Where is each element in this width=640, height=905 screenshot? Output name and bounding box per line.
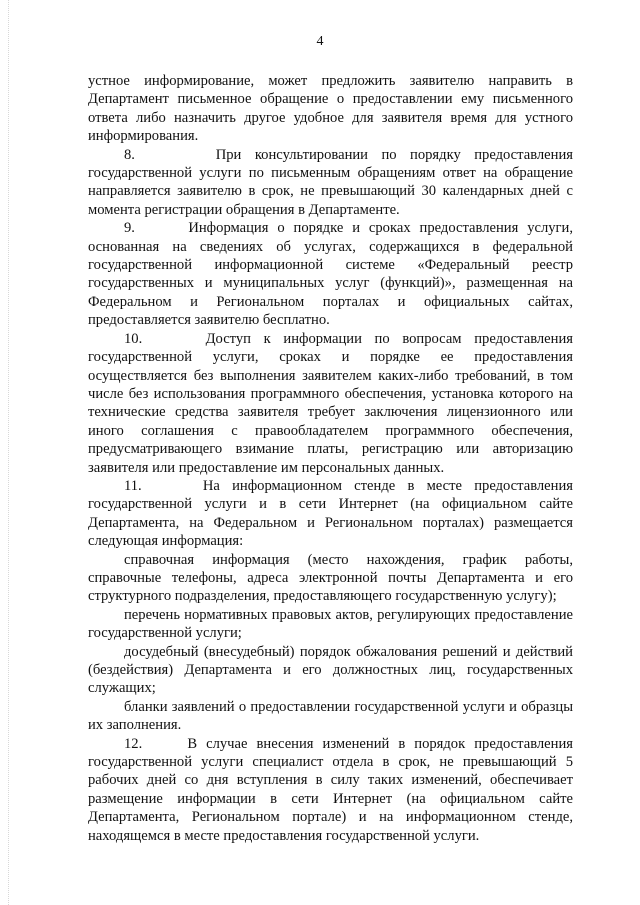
page-number: 4 <box>316 34 324 49</box>
document-body <box>88 72 573 845</box>
paragraph-appeal-procedure: досудебный (внесудебный) порядок обжалования решений и действий (бездействия) Департамента и его должностных лиц, государственных служащих; <box>88 643 573 697</box>
scan-margin-artifact <box>8 0 11 905</box>
paragraph-item-9: 9. Информация о порядке и сроках предоставления услуги, основанная на сведениях об услугах, содержащихся в федеральной государственной информационной системе «Федеральный реестр государственных и муниципальных услуг (функций)», размещенная на Федеральном и Региональном порталах и официальных сайтах, предоставляется заявителю бесплатно. <box>88 220 573 329</box>
paragraph-item-12: 12. В случае внесения изменений в порядок предоставления государственной услуги специалист отдела в срок, не превышающий 5 рабочих дней со дня вступления в силу таких изменений, обеспечивает размещение информации в сети Интернет (на официальном сайте Департамента, Региональном портале) и на информационном стенде, находящемся в месте предоставления государственной услуги. <box>88 735 573 844</box>
paragraph-item-10: 10. Доступ к информации по вопросам предоставления государственной услуги, сроках и порядке ее предоставления осуществляется без выполнения заявителем каких-либо требований, в том числе без использования программного обеспечения, установка которого на технические средства заявителя требует заключения лицензионного или иного соглашения с правообладателем программного обеспечения, предусматривающего взимание платы, регистрацию или авторизацию заявителя или предоставление им персональных данных. <box>88 330 573 476</box>
paragraph-legal-acts: перечень нормативных правовых актов, регулирующих предоставление государственной услуги; <box>88 606 573 642</box>
paragraph-item-11: 11. На информационном стенде в месте предоставления государственной услуги и в сети Интернет (на официальном сайте Департамента, на Федеральном и Региональном порталах) размещается следующая информация: <box>88 477 573 550</box>
paragraph-continuation: устное информирование, может предложить заявителю направить в Департамент письменное обращение о предоставлении ему письменного ответа либо назначить другое удобное для заявителя время для устного информирования. <box>88 73 573 145</box>
paragraph-application-forms: бланки заявлений о предоставлении государственной услуги и образцы их заполнения. <box>88 698 573 734</box>
paragraph-reference-info: справочная информация (место нахождения, график работы, справочные телефоны, адреса электронной почты Департамента и его структурного подразделения, предоставляющего государственную услугу); <box>88 551 573 605</box>
paragraph-item-8: 8. При консультировании по порядку предоставления государственной услуги по письменным обращениям ответ на обращение направляется заявителю в срок, не превышающий 30 календарных дней с момента регистрации обращения в Департаменте. <box>88 146 573 218</box>
